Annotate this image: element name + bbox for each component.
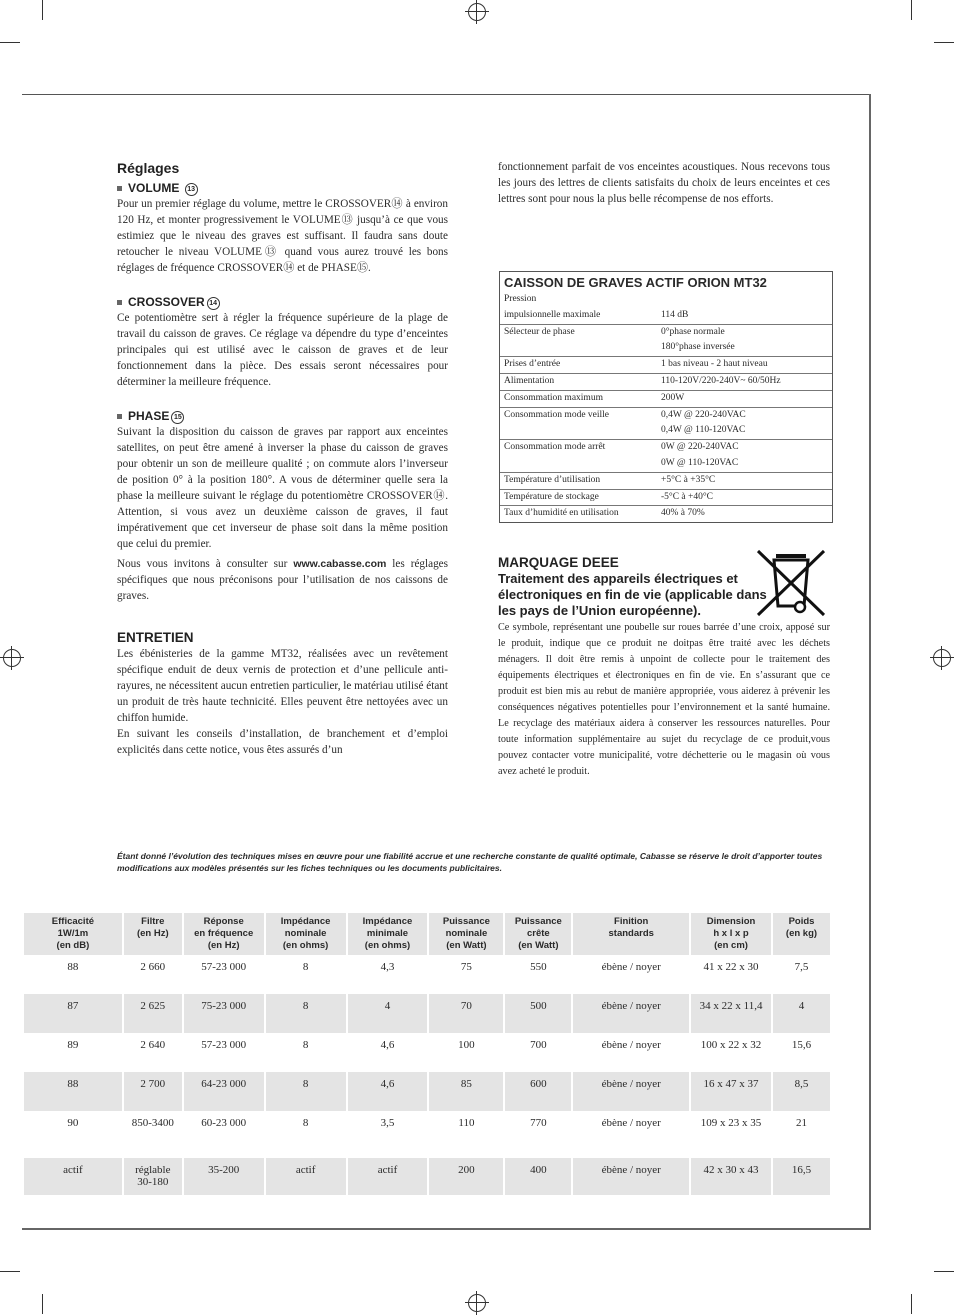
table-cell: 75 — [428, 955, 504, 994]
table-cell: 4 — [772, 994, 830, 1033]
table-cell: 4,3 — [347, 955, 429, 994]
table-cell: 8 — [265, 994, 347, 1033]
table-header-cell: Filtre (en Hz) — [123, 913, 183, 955]
table-row — [23, 1111, 830, 1158]
table-cell: 8,5 — [772, 1072, 830, 1111]
table-row — [23, 1033, 830, 1072]
product-table — [22, 913, 830, 1195]
spec-row: Prises d’entrée 1 bas niveau - 2 haut niveau — [500, 356, 832, 373]
table-cell: 64-23 000 — [183, 1072, 265, 1111]
spec-row: Pression impulsionnelle maximale 114 dB — [504, 294, 689, 320]
table-cell: 90 — [23, 1111, 123, 1158]
volume-text: Pour un premier réglage du volume, mettre le CROSSOVER⑭ à environ 120 Hz, et monter progressivement le VOLUME⑬ jusqu’à ce que vous estimiez que le niveau des graves est suffisant. Il faudra sans doute retoucher le niveau VOLUME⑬ quand vous aurez trouvé les bons réglages de fréquence CROSSOVER⑭ et de PHASE⑮. — [117, 198, 448, 274]
disclaimer: Étant donné l’évolution des techniques mises en œuvre pour une fiabilité accrue et une recherche constante de qualité optimale, Cabasse se réserve le droit d’apporter toutes modifications aux modèles présentés sur les fiches techniques ou les documents publicitaires. — [117, 851, 823, 873]
phase-text: Suivant la disposition du caisson de graves par rapport aux enceintes satellites, on peut être amené à inverser la phase du caisson de graves pour obtenir un son de meilleure qualité ; on commute alors l’inverseur de position 0° à la position 180°. A vous de déterminer quelle sera la phase la meilleure suivant le réglage du potentiomètre CROSSOVER⑭. Attention, si vous avez un deuxième caisson de graves, il faut impérativement que cet inverseur de phase soit dans la même position que celui du premier. — [117, 426, 448, 550]
table-cell: 4,6 — [347, 1033, 429, 1072]
registration-mark-icon — [933, 649, 951, 667]
table-row — [23, 955, 830, 994]
table-cell: 770 — [504, 1111, 572, 1158]
spec-row: Sélecteur de phase 0°phase normale 180°phase inversée — [500, 324, 832, 357]
crop-mark — [934, 1271, 954, 1272]
table-cell: 2 640 — [123, 1033, 183, 1072]
spec-row: Taux d’humidité en utilisation 40% à 70% — [500, 505, 832, 522]
table-cell: 16 x 47 x 37 — [690, 1072, 772, 1111]
table-cell: 4 — [347, 994, 429, 1033]
table-cell: ébène / noyer — [572, 1158, 690, 1195]
table-cell: 8 — [265, 1033, 347, 1072]
table-cell: 85 — [428, 1072, 504, 1111]
cabasse-link[interactable]: www.cabasse.com — [293, 558, 387, 570]
crop-mark — [0, 42, 20, 43]
registration-mark-icon — [3, 649, 21, 667]
entretien-p1: Les ébénisteries de la gamme MT32, réalisées avec un revêtement spécifique enduit de deux vernis de protection et d’une pellicule anti-rayures, ne nécessitent aucun entretien particulier, le matériau utilisé étant un produit de très haute technicité. Elles peuvent être nettoyées avec un chiffon humide. — [117, 648, 448, 724]
table-cell: 2 625 — [123, 994, 183, 1033]
weee-heading — [498, 554, 768, 619]
table-cell: 41 x 22 x 30 — [690, 955, 772, 994]
table-header-cell: Puissance crête (en Watt) — [504, 913, 572, 955]
weee-title: MARQUAGE DEEE — [498, 555, 619, 570]
crossover-text: Ce potentiomètre sert à régler la fréquence supérieure de la plage de travail du caisson de graves. Ce réglage va dépendre du type d’enceintes principales qui est utilisé avec le caisson de graves et de leur fonctionnement dans la pièce. Des essais seront nécessaires pour déterminer la meilleure fréquence. — [117, 312, 448, 388]
frame-right-rule — [869, 94, 871, 1230]
table-cell: actif — [347, 1158, 429, 1195]
left-column — [117, 160, 448, 758]
crop-mark — [0, 1271, 20, 1272]
table-cell: ébène / noyer — [572, 994, 690, 1033]
table-cell: 21 — [772, 1111, 830, 1158]
table-cell: 89 — [23, 1033, 123, 1072]
spec-row: Consommation mode veille 0,4W @ 220-240VAC 0,4W @ 110-120VAC — [500, 407, 832, 440]
spec-box — [499, 271, 833, 523]
table-cell: actif — [23, 1158, 123, 1195]
table-header-cell: Dimension h x l x p (en cm) — [690, 913, 772, 955]
table-cell: ébène / noyer — [572, 955, 690, 994]
table-cell: 110 — [428, 1111, 504, 1158]
spec-row: Alimentation 110-120V/220-240V~ 60/50Hz — [500, 373, 832, 390]
table-cell: 88 — [23, 955, 123, 994]
table-cell: ébène / noyer — [572, 1033, 690, 1072]
table-cell: 400 — [504, 1158, 572, 1195]
spec-row: Consommation mode arrêt 0W @ 220-240VAC 0W @ 110-120VAC — [500, 439, 832, 472]
table-cell: 100 x 22 x 32 — [690, 1033, 772, 1072]
table-cell: 60-23 000 — [183, 1111, 265, 1158]
table-header-cell: Puissance nominale (en Watt) — [428, 913, 504, 955]
reglages-title: Réglages — [117, 160, 180, 176]
table-cell: 200 — [428, 1158, 504, 1195]
table-cell: 34 x 22 x 11,4 — [690, 994, 772, 1033]
table-header-cell: Finition standards — [572, 913, 690, 955]
table-header-cell: Impédance nominale (en ohms) — [265, 913, 347, 955]
table-header-cell: Efficacité 1W/1m (en dB) — [23, 913, 123, 955]
weee-text: Ce symbole, représentant une poubelle sur roues barrée d’une croix, apposé sur le produit, indique que ce produit ne doitpas être traité avec les déchets ménagers. Il doit être remis à unpoint de collecte pour le traitement des équipements électriques et électroniques en fin de vie. En s’assurant que ce produit est bien mis au rebut de manière appropriée, vous aiderez à prévenir les conséquences négatives potentielles pour l’environnement et la santé humaine. Le recyclage des matériaux aidera à conserver les ressources naturelles. Pour toute information supplémentaire au sujet du recyclage de ce produit,vous pouvez contacter votre municipalité, votre déchetterie ou le magasin où vous avez acheté le produit. — [498, 622, 830, 777]
table-row — [23, 1072, 830, 1111]
table-cell: 75-23 000 — [183, 994, 265, 1033]
table-cell: 850-3400 — [123, 1111, 183, 1158]
entretien-title: ENTRETIEN — [117, 630, 194, 645]
table-row — [23, 994, 830, 1033]
spec-row: Température de stockage -5°C à +40°C — [500, 489, 832, 506]
crop-mark — [42, 0, 43, 20]
frame-top-rule — [22, 94, 870, 95]
table-cell: 500 — [504, 994, 572, 1033]
volume-heading: VOLUME 13 — [117, 180, 448, 196]
table-cell: 8 — [265, 1072, 347, 1111]
table-cell: 8 — [265, 1111, 347, 1158]
registration-mark-icon — [468, 3, 486, 21]
table-row — [23, 1158, 830, 1195]
table-cell: 57-23 000 — [183, 955, 265, 994]
table-header-cell: Poids (en kg) — [772, 913, 830, 955]
phase-heading: PHASE 15 — [117, 408, 448, 424]
spec-row: Température d’utilisation +5°C à +35°C — [500, 472, 832, 489]
spec-title: CAISSON DE GRAVES ACTIF ORION MT32 — [504, 275, 767, 290]
table-cell: 35-200 — [183, 1158, 265, 1195]
table-cell: 2 660 — [123, 955, 183, 994]
table-cell: réglable 30-180 — [123, 1158, 183, 1195]
crop-mark — [911, 0, 912, 20]
continuation-text: fonctionnement parfait de vos enceintes acoustiques. Nous recevons tous les jours des lettres de clients satisfaits du choix de leurs enceintes et ces lettres sont pour nous la plus belle récompense de nos efforts. — [498, 161, 830, 205]
table-cell: 42 x 30 x 43 — [690, 1158, 772, 1195]
cabasse-invite: Nous vous invitons à consulter sur www.cabasse.com les réglages spécifiques que nous préconisons pour l’utilisation de nos caissons de graves. — [117, 558, 448, 602]
weee-subtitle: Traitement des appareils électriques et électroniques en fin de vie (applicable dans les pays de l’Union européenne). — [498, 571, 767, 618]
table-cell: 88 — [23, 1072, 123, 1111]
table-cell: 600 — [504, 1072, 572, 1111]
table-cell: 70 — [428, 994, 504, 1033]
crop-mark — [42, 1294, 43, 1314]
table-cell: 550 — [504, 955, 572, 994]
table-cell: ébène / noyer — [572, 1111, 690, 1158]
spec-row: Consommation maximum 200W — [500, 390, 832, 407]
table-cell: 2 700 — [123, 1072, 183, 1111]
crop-mark — [934, 42, 954, 43]
table-cell: 4,6 — [347, 1072, 429, 1111]
frame-bottom-rule — [22, 1228, 870, 1230]
registration-mark-icon — [468, 1294, 486, 1312]
table-cell: 109 x 23 x 35 — [690, 1111, 772, 1158]
table-cell: 87 — [23, 994, 123, 1033]
table-cell: 57-23 000 — [183, 1033, 265, 1072]
table-cell: 15,6 — [772, 1033, 830, 1072]
table-cell: 100 — [428, 1033, 504, 1072]
crossover-heading: CROSSOVER 14 — [117, 294, 448, 310]
table-header-cell: Réponse en fréquence (en Hz) — [183, 913, 265, 955]
table-cell: ébène / noyer — [572, 1072, 690, 1111]
entretien-p2: En suivant les conseils d’installation, de branchement et d’emploi explicités dans cette notice, vous êtes assurés d’un — [117, 728, 448, 756]
crossed-out-wheelie-bin-icon — [752, 548, 830, 618]
table-header-row — [23, 913, 830, 955]
table-header-cell: Impédance minimale (en ohms) — [347, 913, 429, 955]
table-cell: 7,5 — [772, 955, 830, 994]
table-cell: 3,5 — [347, 1111, 429, 1158]
table-cell: 700 — [504, 1033, 572, 1072]
table-cell: actif — [265, 1158, 347, 1195]
table-cell: 16,5 — [772, 1158, 830, 1195]
crop-mark — [911, 1294, 912, 1314]
table-cell: 8 — [265, 955, 347, 994]
